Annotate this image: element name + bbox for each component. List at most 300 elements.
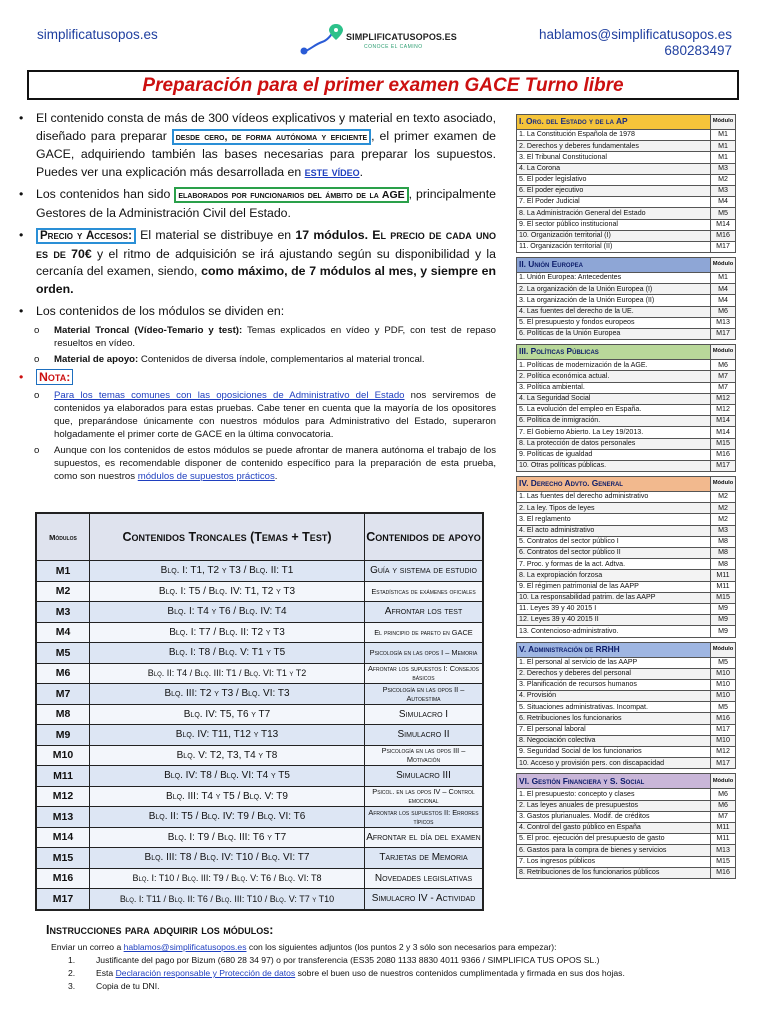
- topic-name: 6. Política de inmigración.: [517, 416, 711, 427]
- text: Temas explicados en vídeo y PDF, con test de repaso resueltos en vídeo.: [54, 324, 496, 349]
- nota-item-1: o Para los temas comunes con las oposiciones de Administrativo del Estado nos serviremos de contenidos ya elaborados para estas pruebas. Cabe tener en cuenta que la mayoría de los opositores que, preparándose únicamente con nuestros módulos para Administrativo del Estado, superaron holgadamente el primer corte de GACE en la última convocatoria.: [34, 390, 497, 440]
- text: Esta: [96, 968, 114, 978]
- topic-row: [517, 141, 736, 152]
- text: nos serviremos de contenidos ya elaborados para estas pruebas. Cabe tener en cuenta que la mayoría de los opositores que, preparándose únicamente con nuestros módulos para Administrativo del Estado, superaron holgadamente el primer corte de GACE en la última convocatoria.: [54, 390, 497, 440]
- topic-row: [517, 163, 736, 174]
- bullet-price: • Precio y Accesos: El material se distribuye en 17 módulos. El precio de cada uno es de 70€ y el ritmo de adquisición se irá ajustando según su disponibilidad y la cercanía del examen, siendo, como máximo, de 7 módulos al mes, y siempre en orden.: [19, 228, 497, 296]
- col-apoyo: Contenidos de apoyo: [365, 513, 484, 561]
- topic-module: M15: [711, 438, 736, 449]
- topic-row: [517, 603, 736, 614]
- topic-module: M8: [711, 536, 736, 547]
- sub-troncal: o Material Troncal (Vídeo-Temario y test): Temas explicados en vídeo y PDF, con test de repaso resueltos en vídeo.: [34, 324, 496, 349]
- topic-name: 4. Provisión: [517, 691, 711, 702]
- topic-row: [517, 152, 736, 163]
- troncal-cell: Blq. III: T4 y T5 / Blq. V: T9: [90, 786, 365, 807]
- table-row: [36, 663, 483, 684]
- text: y el ritmo de adquisición se irá ajustando según su disponibilidad y la cercanía del examen, siendo,: [36, 246, 496, 278]
- troncal-cell: Blq. I: T10 / Blq. III: T9 / Blq. V: T6 / Blq. VI: T8: [90, 868, 365, 889]
- topic-name: 8. La expropiación forzosa: [517, 570, 711, 581]
- topic-module: M11: [711, 570, 736, 581]
- topic-name: 2. La ley. Tipos de leyes: [517, 503, 711, 514]
- table-row: [36, 704, 483, 725]
- apoyo-cell: Estadísticas de exámenes oficiales: [365, 581, 484, 602]
- syllabus-block-4: [516, 476, 736, 637]
- intro-section: [16, 110, 496, 486]
- topic-row: [517, 185, 736, 196]
- troncal-cell: Blq. I: T1, T2 y T3 / Blq. II: T1: [90, 561, 365, 582]
- topic-module: M3: [711, 185, 736, 196]
- text: .: [274, 471, 278, 482]
- topic-name: 4. El acto administrativo: [517, 525, 711, 536]
- topic-name: 1. Las fuentes del derecho administrativo: [517, 492, 711, 503]
- topic-module: M14: [711, 416, 736, 427]
- topic-name: 7. Proc. y formas de la act. Adtva.: [517, 559, 711, 570]
- topic-module: M2: [711, 514, 736, 525]
- sub-apoyo: o Material de apoyo: Contenidos de diversa índole, complementarios al material troncal.: [34, 353, 425, 365]
- topic-name: 1. La Constitución Española de 1978: [517, 130, 711, 141]
- troncal-cell: Blq. IV: T11, T12 y T13: [90, 725, 365, 746]
- instructions-intro: [51, 941, 746, 954]
- module-cell: M12: [36, 786, 90, 807]
- item-number: 3.: [68, 981, 76, 991]
- topic-module: M5: [711, 208, 736, 219]
- table-row: [36, 581, 483, 602]
- apoyo-cell: Novedades legislativas: [365, 868, 484, 889]
- site-name[interactable]: simplificatusopos.es: [37, 27, 158, 42]
- troncal-cell: Blq. I: T9 / Blq. III: T6 y T7: [90, 827, 365, 848]
- topic-row: [517, 284, 736, 295]
- bullet-nota: • Nota:: [16, 369, 496, 387]
- instructions-section: [46, 923, 746, 993]
- topic-row: [517, 219, 736, 230]
- topic-name: 2. Política económica actual.: [517, 371, 711, 382]
- instruction-item: [46, 967, 746, 980]
- topic-row: [517, 317, 736, 328]
- troncal-cell: Blq. I: T4 y T6 / Blq. IV: T4: [90, 602, 365, 623]
- topic-name: 8. Retribuciones de los funcionarios públicos: [517, 867, 711, 878]
- col-troncales: Contenidos Troncales (Temas + Test): [90, 513, 365, 561]
- apoyo-cell: Afrontar los test: [365, 602, 484, 623]
- topic-module: M16: [711, 230, 736, 241]
- bullet-authors: • Los contenidos han sido elaborados por funcionarios del ámbito de la AGE , principalmente Gestores de la Administración Civil del Estado.: [19, 187, 496, 220]
- topic-module: M12: [711, 393, 736, 404]
- topic-row: [517, 834, 736, 845]
- module-column-label: Módulo: [711, 258, 736, 273]
- apoyo-cell: Guía y sistema de estudio: [365, 561, 484, 582]
- topic-name: 3. El Tribunal Constitucional: [517, 152, 711, 163]
- topic-name: 7. El Poder Judicial: [517, 197, 711, 208]
- topic-name: 6. Retribuciones los funcionarios: [517, 713, 711, 724]
- topic-module: M11: [711, 581, 736, 592]
- contact-block: [539, 27, 732, 59]
- topic-row: [517, 536, 736, 547]
- topic-name: 1. Políticas de modernización de la AGE.: [517, 360, 711, 371]
- topic-name: 3. Planificación de recursos humanos: [517, 679, 711, 690]
- topic-row: [517, 197, 736, 208]
- troncal-cell: Blq. I: T7 / Blq. II: T2 y T3: [90, 622, 365, 643]
- topic-module: M3: [711, 163, 736, 174]
- text: El contenido consta de más de 300 vídeos explicativos y material en texto asociado, diseñado para preparar: [36, 111, 496, 143]
- block-header: [517, 115, 736, 130]
- topic-row: [517, 525, 736, 536]
- modules-table: [35, 512, 484, 911]
- text: como máximo, de 7 módulos al mes, y siempre en orden.: [36, 264, 497, 296]
- nota-label: Nota:: [36, 369, 73, 385]
- module-cell: M9: [36, 725, 90, 746]
- topic-module: M15: [711, 592, 736, 603]
- syllabus-block-3: [516, 344, 736, 472]
- topic-name: 9. Políticas de igualdad: [517, 449, 711, 460]
- topic-name: 5. La evolución del empleo en España.: [517, 404, 711, 415]
- troncal-cell: Blq. I: T8 / Blq. V: T1 y T5: [90, 643, 365, 664]
- block-title: IV. Derecho Advto. General: [517, 477, 711, 492]
- table-row: [36, 786, 483, 807]
- text: El material se distribuye en: [140, 228, 292, 242]
- text: .: [359, 164, 364, 179]
- topic-module: M6: [711, 800, 736, 811]
- bullet-division: • Los contenidos de los módulos se dividen en:: [19, 304, 285, 318]
- topic-module: M13: [711, 845, 736, 856]
- block-header: [517, 774, 736, 789]
- topic-row: [517, 404, 736, 415]
- topic-name: 4. Las fuentes del derecho de la UE.: [517, 306, 711, 317]
- module-column-label: Módulo: [711, 642, 736, 657]
- topic-name: 8. La protección de datos personales: [517, 438, 711, 449]
- block-title: V. Administración de RRHH: [517, 642, 711, 657]
- topic-row: [517, 570, 736, 581]
- troncal-cell: Blq. III: T2 y T3 / Blq. VI: T3: [90, 684, 365, 705]
- apoyo-cell: Psicología en las opos II – Autoestima: [365, 684, 484, 705]
- topic-row: [517, 702, 736, 713]
- topic-name: 4. La Corona: [517, 163, 711, 174]
- topic-row: [517, 492, 736, 503]
- troncal-cell: Blq. IV: T5, T6 y T7: [90, 704, 365, 725]
- video-link[interactable]: este vídeo: [304, 164, 360, 179]
- topic-name: 8. La Administración General del Estado: [517, 208, 711, 219]
- apoyo-cell: Simulacro IV - Actividad: [365, 889, 484, 910]
- topic-module: M12: [711, 747, 736, 758]
- topic-name: 7. El personal laboral: [517, 724, 711, 735]
- topic-name: 11. Organización territorial (II): [517, 241, 711, 252]
- topic-name: 7. Los ingresos públicos: [517, 856, 711, 867]
- topic-row: [517, 679, 736, 690]
- topic-module: M16: [711, 867, 736, 878]
- text: , principalmente Gestores de la Administración Civil del Estado.: [36, 187, 496, 220]
- topic-row: [517, 845, 736, 856]
- module-cell: M14: [36, 827, 90, 848]
- topic-row: [517, 460, 736, 471]
- bullet-content: • El contenido consta de más de 300 vídeos explicativos y material en texto asociado, diseñado para preparar desde cero, de forma autónoma y eficiente , el primer examen de GACE, adquiriendo también las bases necesarias para preparar los supuestos. Puedes ver una explicación más desarrollada en este vídeo.: [19, 111, 497, 179]
- topic-module: M14: [711, 219, 736, 230]
- module-cell: M8: [36, 704, 90, 725]
- block-title: I. Org. del Estado y de la AP: [517, 115, 711, 130]
- troncal-cell: Blq. II: T4 / Blq. III: T1 / Blq. VI: T1 y T2: [90, 663, 365, 684]
- troncal-cell: Blq. I: T5 / Blq. IV: T1, T2 y T3: [90, 581, 365, 602]
- topic-row: [517, 581, 736, 592]
- topic-row: [517, 503, 736, 514]
- topic-name: 6. Gastos para la compra de bienes y servicios: [517, 845, 711, 856]
- topic-row: [517, 208, 736, 219]
- topic-row: [517, 724, 736, 735]
- text: Enviar un correo a: [51, 942, 122, 952]
- topic-module: M17: [711, 758, 736, 769]
- topic-row: [517, 329, 736, 340]
- table-row: [36, 602, 483, 623]
- topic-row: [517, 559, 736, 570]
- topic-module: M9: [711, 603, 736, 614]
- topic-module: M4: [711, 284, 736, 295]
- topic-module: M14: [711, 427, 736, 438]
- admin-link[interactable]: Para los temas comunes con las oposiciones de Administrativo del Estado: [54, 390, 405, 401]
- table-row: [36, 622, 483, 643]
- topic-name: 1. El presupuesto: concepto y clases: [517, 789, 711, 800]
- topic-row: [517, 626, 736, 637]
- module-column-label: Módulo: [711, 115, 736, 130]
- topic-module: M11: [711, 834, 736, 845]
- topic-row: [517, 657, 736, 668]
- block-header: [517, 477, 736, 492]
- contact-phone: 680283497: [664, 43, 732, 58]
- module-column-label: Módulo: [711, 477, 736, 492]
- logo[interactable]: [298, 22, 457, 54]
- topic-row: [517, 548, 736, 559]
- topic-row: [517, 822, 736, 833]
- table-row: [36, 848, 483, 869]
- topic-name: 5. El poder legislativo: [517, 174, 711, 185]
- text: 17 módulos: [295, 228, 365, 242]
- topic-module: M2: [711, 492, 736, 503]
- table-row: [36, 889, 483, 910]
- topic-row: [517, 416, 736, 427]
- topic-name: 6. El poder ejecutivo: [517, 185, 711, 196]
- topic-module: M4: [711, 295, 736, 306]
- module-cell: M4: [36, 622, 90, 643]
- block-header: [517, 642, 736, 657]
- text: Los contenidos han sido: [36, 187, 171, 201]
- apoyo-cell: Tarjetas de Memoria: [365, 848, 484, 869]
- topic-name: 10. Acceso y provisión pers. con discapacidad: [517, 758, 711, 769]
- topic-module: M5: [711, 702, 736, 713]
- topic-name: 10. La responsabilidad patrim. de las AAPP: [517, 592, 711, 603]
- topic-row: [517, 295, 736, 306]
- topic-row: [517, 130, 736, 141]
- topic-module: M1: [711, 273, 736, 284]
- topic-name: 11. Leyes 39 y 40 2015 I: [517, 603, 711, 614]
- topic-row: [517, 747, 736, 758]
- topic-module: M13: [711, 317, 736, 328]
- table-row: [36, 807, 483, 828]
- col-modulos: Módulos: [36, 513, 90, 561]
- text: con los siguientes adjuntos (los puntos 2 y 3 sólo son necesarios para empezar):: [248, 942, 557, 952]
- topic-module: M17: [711, 460, 736, 471]
- topic-module: M12: [711, 404, 736, 415]
- item-number: 2.: [68, 968, 76, 978]
- table-row: [36, 725, 483, 746]
- topic-name: 9. El régimen patrimonial de las AAPP: [517, 581, 711, 592]
- nota-item-2: o Aunque con los contenidos de estos módulos se puede afrontar de manera autónoma el trabajo de los supuestos, es recomendable disponer de contenido específico para la preparación de esta prueba, como son nuestros módulos de supuestos prácticos.: [34, 445, 496, 482]
- highlight-box: desde cero, de forma autónoma y eficiente: [172, 129, 371, 145]
- topic-name: 2. La organización de la Unión Europea (I): [517, 284, 711, 295]
- supuestos-link[interactable]: módulos de supuestos prácticos: [137, 471, 275, 482]
- topic-row: [517, 273, 736, 284]
- topic-module: M4: [711, 197, 736, 208]
- topic-row: [517, 811, 736, 822]
- text: Los contenidos de los módulos se dividen en:: [36, 304, 285, 318]
- modules-table-body: [36, 561, 483, 910]
- topic-module: M8: [711, 559, 736, 570]
- apoyo-cell: Psicología en las opos I – Memoria: [365, 643, 484, 664]
- topic-module: M11: [711, 822, 736, 833]
- price-box: Precio y Accesos:: [36, 228, 136, 244]
- logo-tagline: CONOCE EL CAMINO: [364, 44, 423, 50]
- topic-row: [517, 615, 736, 626]
- topic-name: 6. Contratos del sector público II: [517, 548, 711, 559]
- topic-module: M9: [711, 615, 736, 626]
- topic-name: 8. Negociación colectiva: [517, 735, 711, 746]
- topic-row: [517, 438, 736, 449]
- apoyo-cell: Simulacro II: [365, 725, 484, 746]
- syllabus-column: [516, 114, 736, 883]
- topic-name: 1. El personal al servicio de las AAPP: [517, 657, 711, 668]
- topic-row: [517, 382, 736, 393]
- topic-name: 1. Unión Europea: Antecedentes: [517, 273, 711, 284]
- topic-name: 3. Política ambiental.: [517, 382, 711, 393]
- topic-module: M10: [711, 679, 736, 690]
- topic-module: M16: [711, 713, 736, 724]
- apoyo-cell: Psicol. en las opos IV – Control emocional: [365, 786, 484, 807]
- topic-name: 13. Contencioso-administrativo.: [517, 626, 711, 637]
- declaration-link[interactable]: Declaración responsable y Protección de datos: [115, 968, 296, 978]
- topic-row: [517, 427, 736, 438]
- instruction-item: [46, 954, 746, 967]
- topic-module: M10: [711, 668, 736, 679]
- topic-name: 4. La Seguridad Social: [517, 393, 711, 404]
- apoyo-cell: Simulacro III: [365, 766, 484, 787]
- text: Aunque con los contenidos de estos módulos se puede afrontar de manera autónoma el trabajo de los supuestos, es recomendable disponer de contenido específico para la preparación de esta prueba, como son nuestros: [54, 445, 496, 482]
- email-link[interactable]: hablamos@simplificatusopos.es: [123, 942, 247, 952]
- map-pin-icon: [298, 22, 346, 56]
- module-cell: M6: [36, 663, 90, 684]
- topic-row: [517, 241, 736, 252]
- topic-name: 6. Políticas de la Unión Europea: [517, 329, 711, 340]
- text: Material de apoyo:: [54, 353, 139, 365]
- topic-row: [517, 867, 736, 878]
- topic-module: M2: [711, 503, 736, 514]
- text: . El precio de cada uno es de 70€: [36, 228, 496, 261]
- module-cell: M10: [36, 745, 90, 766]
- block-title: III. Políticas Públicas: [517, 345, 711, 360]
- topic-module: M15: [711, 856, 736, 867]
- topic-module: M16: [711, 449, 736, 460]
- topic-module: M6: [711, 306, 736, 317]
- topic-module: M8: [711, 548, 736, 559]
- module-cell: M7: [36, 684, 90, 705]
- table-row: [36, 745, 483, 766]
- topic-row: [517, 758, 736, 769]
- topic-row: [517, 691, 736, 702]
- topic-row: [517, 449, 736, 460]
- table-row: [36, 868, 483, 889]
- text: , el primer examen de GACE, adquiriendo también las bases necesarias para preparar los supuestos. Puedes ver una explicación más desarrollada en: [36, 128, 497, 179]
- table-row: [36, 766, 483, 787]
- table-row: [36, 643, 483, 664]
- topic-name: 10. Organización territorial (I): [517, 230, 711, 241]
- topic-name: 4. Control del gasto público en España: [517, 822, 711, 833]
- apoyo-cell: Afrontar los supuestos I: Consejos básicos: [365, 663, 484, 684]
- syllabus-block-1: [516, 114, 736, 253]
- apoyo-cell: El principio de pareto en GACE: [365, 622, 484, 643]
- troncal-cell: Blq. I: T11 / Blq. II: T6 / Blq. III: T10 / Blq. V: T7 y T10: [90, 889, 365, 910]
- topic-module: M3: [711, 525, 736, 536]
- apoyo-cell: Afrontar el día del examen: [365, 827, 484, 848]
- syllabus-block-5: [516, 642, 736, 770]
- topic-module: M17: [711, 724, 736, 735]
- topic-module: M9: [711, 626, 736, 637]
- instructions-list: [46, 954, 746, 993]
- syllabus-block-2: [516, 257, 736, 340]
- module-cell: M16: [36, 868, 90, 889]
- block-title: VI. Gestión Financiera y S. Social: [517, 774, 711, 789]
- instructions-title: Instrucciones para adquirir los módulos:: [46, 923, 274, 937]
- table-header: [36, 513, 483, 561]
- instruction-item: [46, 980, 746, 993]
- topic-name: 9. El sector público institucional: [517, 219, 711, 230]
- topic-name: 12. Leyes 39 y 40 2015 II: [517, 615, 711, 626]
- topic-module: M10: [711, 691, 736, 702]
- module-cell: M17: [36, 889, 90, 910]
- topic-module: M6: [711, 789, 736, 800]
- topic-name: 3. Gastos plurianuales. Modif. de créditos: [517, 811, 711, 822]
- table-row: [36, 561, 483, 582]
- topic-module: M1: [711, 152, 736, 163]
- topic-row: [517, 592, 736, 603]
- block-header: [517, 258, 736, 273]
- topic-row: [517, 668, 736, 679]
- topic-name: 5. Situaciones administrativas. Incompat.: [517, 702, 711, 713]
- topic-name: 5. Contratos del sector público I: [517, 536, 711, 547]
- text: sobre el buen uso de nuestros contenidos cumplimentada y firmada en sus dos hojas.: [297, 968, 625, 978]
- topic-module: M7: [711, 811, 736, 822]
- topic-row: [517, 393, 736, 404]
- topic-row: [517, 514, 736, 525]
- topic-name: 3. La organización de la Unión Europea (II): [517, 295, 711, 306]
- troncal-cell: Blq. V: T2, T3, T4 y T8: [90, 745, 365, 766]
- topic-row: [517, 789, 736, 800]
- topic-row: [517, 360, 736, 371]
- apoyo-cell: Psicología en las opos III – Motivación: [365, 745, 484, 766]
- troncal-cell: Blq. II: T5 / Blq. IV: T9 / Blq. VI: T6: [90, 807, 365, 828]
- topic-row: [517, 856, 736, 867]
- module-cell: M15: [36, 848, 90, 869]
- topic-row: [517, 713, 736, 724]
- topic-name: 7. El Gobierno Abierto. La Ley 19/2013.: [517, 427, 711, 438]
- module-cell: M11: [36, 766, 90, 787]
- topic-module: M7: [711, 382, 736, 393]
- topic-module: M17: [711, 329, 736, 340]
- topic-module: M10: [711, 735, 736, 746]
- module-cell: M13: [36, 807, 90, 828]
- topic-module: M7: [711, 371, 736, 382]
- block-header: [517, 345, 736, 360]
- module-cell: M2: [36, 581, 90, 602]
- text: Material Troncal (Vídeo-Temario y test):: [54, 324, 243, 336]
- item-number: 1.: [68, 955, 76, 965]
- topic-row: [517, 371, 736, 382]
- topic-name: 5. El presupuesto y fondos europeos: [517, 317, 711, 328]
- contact-email[interactable]: hablamos@simplificatusopos.es: [538, 27, 732, 42]
- topic-row: [517, 735, 736, 746]
- topic-row: [517, 174, 736, 185]
